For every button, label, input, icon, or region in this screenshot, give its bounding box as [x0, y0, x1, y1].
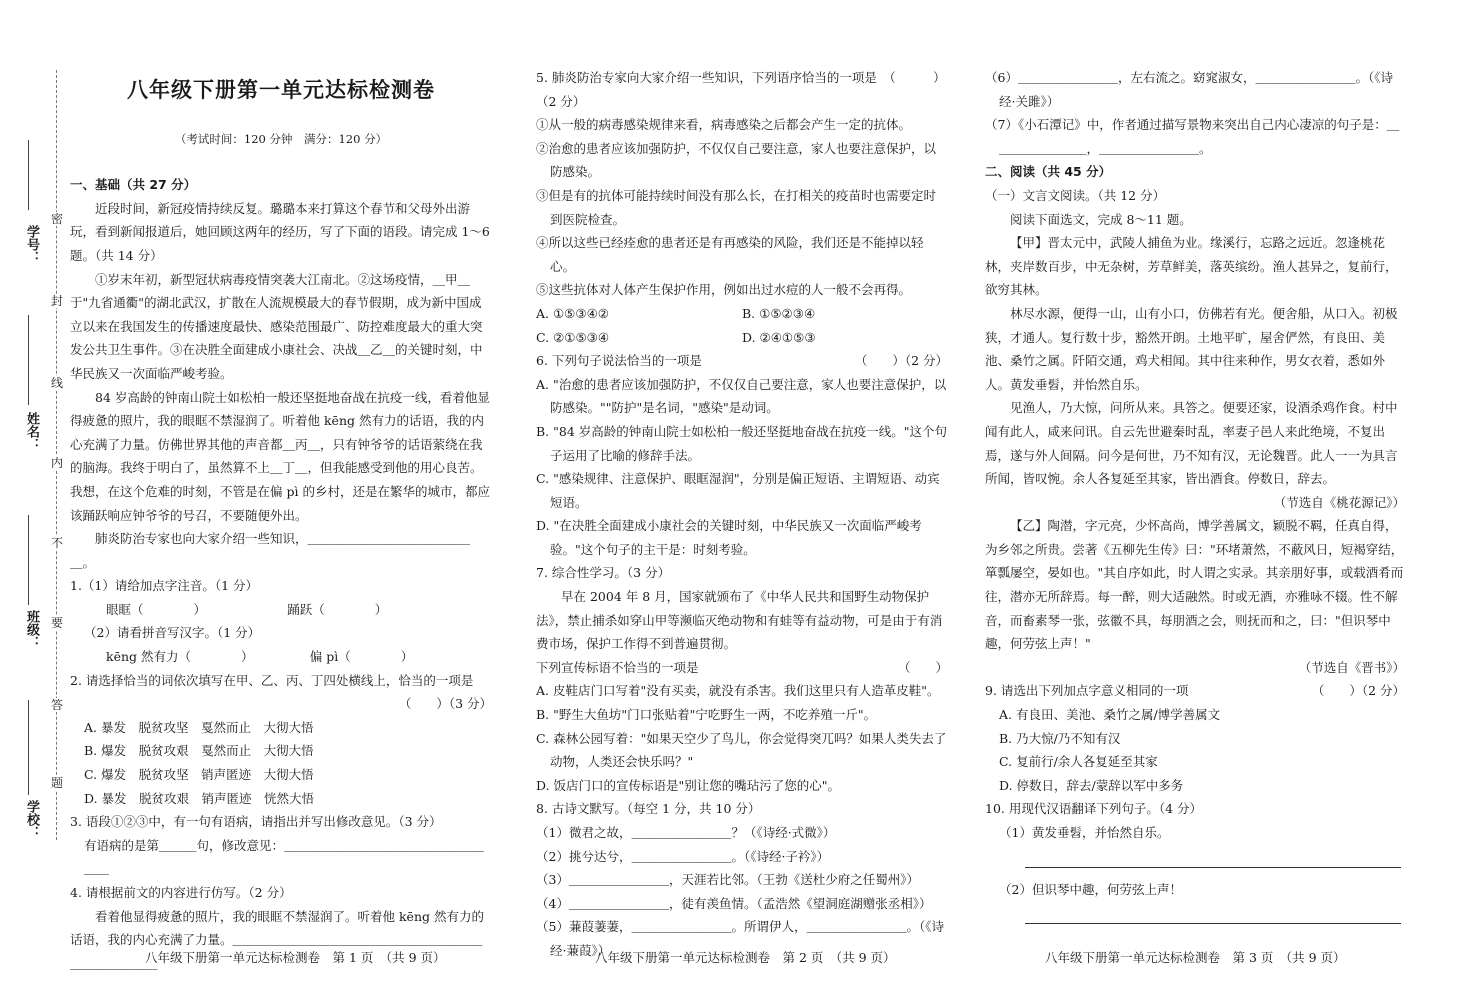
option[interactable]: D. "在决胜全面建成小康社会的关键时刻，中华民族又一次面临严峻考验。"这个句子的主干是：时刻考验。 [536, 518, 922, 557]
question-6 [536, 349, 948, 373]
question-6-text: 6. 下列句子说法恰当的一项是 [536, 353, 702, 369]
name-field[interactable] [28, 315, 29, 405]
option[interactable]: A. 皮鞋店门口写着"没有买卖，就没有杀害。我们这里只有人造革皮鞋"。 [536, 683, 940, 699]
seal-char: 封 [50, 294, 63, 308]
question-7-passage: 早在 2004 年 8 月，国家就颁布了《中华人民共和国野生动物保护法》，禁止捕杀如穿山甲等濒临灭绝动物和有蛙等有益动物，可是由于有消费市场，保护工作得不到普遍贯彻。 [536, 589, 943, 652]
option[interactable]: C. ②①⑤③④ [536, 329, 610, 345]
option[interactable]: B. ①⑤②③④ [742, 305, 816, 321]
option[interactable]: C. 复前行/余人各复延至其家 [999, 754, 1158, 770]
answer-line[interactable] [1025, 901, 1401, 924]
seal-line [56, 70, 57, 840]
option[interactable]: D. 暴发 脱贫攻艰 销声匿迹 恍然大悟 [84, 790, 315, 806]
question-2: 2. 请选择恰当的词依次填写在甲、乙、丙、丁四处横线上，恰当的一项是 [70, 672, 474, 688]
question-4: 4. 请根据前文的内容进行仿写。（2 分） [70, 885, 292, 900]
option[interactable]: D. 饭店门口的宣传标语是"别让您的嘴玷污了您的心"。 [536, 777, 841, 793]
list-item: ③但是有的抗体可能持续时间没有那么长，在打相关的疫苗时也需要定时到医院检查。 [536, 187, 937, 227]
option[interactable]: D. 停数日，辞去/蒙辞以军中多务 [999, 777, 1184, 793]
option[interactable]: A. 暴发 脱贫攻坚 戛然而止 大彻大悟 [84, 719, 314, 735]
source-note: （节选自《晋书》） [1298, 659, 1405, 675]
question-1-answers[interactable]: 眼眶（ ） 踊跃（ ） [106, 601, 388, 617]
binding-margin [0, 0, 70, 999]
list-item: ⑤这些抗体对人体产生保护作用，例如出过水痘的人一般不会再得。 [536, 282, 912, 298]
poem-blank[interactable]: （1）微君之故，＿＿＿＿＿＿＿＿？（《诗经·式微》） [536, 825, 836, 840]
page-3-column [985, 66, 1405, 934]
question-7: 7. 综合性学习。（3 分） [536, 565, 671, 581]
question-7-prompt [536, 656, 948, 680]
option[interactable]: D. ②④①⑤③ [742, 329, 816, 345]
seal-char: 线 [50, 376, 63, 390]
section-heading: 一、基础（共 27 分） [70, 177, 197, 193]
option[interactable]: B. "84 岁高龄的钟南山院士如松柏一般还坚挺地奋战在抗疫一线。"这个句子运用了比喻的修辞手法。 [536, 423, 948, 463]
seal-char: 要 [50, 616, 63, 630]
option[interactable]: A. 有良田、美池、桑竹之属/博学善属文 [999, 707, 1221, 723]
list-item: ①从一般的病毒感染规律来看，病毒感染之后都会产生一定的抗体。 [536, 117, 912, 133]
page-2-column [536, 66, 948, 963]
question-7-score: （ ） [897, 659, 948, 675]
question-8: 8. 古诗文默写。（每空 1 分，共 10 分） [536, 801, 761, 817]
question-10-part-2: （2）但识琴中趣，何劳弦上声！ [999, 881, 1182, 897]
seal-char: 内 [50, 456, 63, 470]
option[interactable]: B. "野生大鱼坊"门口张贴着"宁吃野生一两，不吃养殖一斤"。 [536, 707, 877, 723]
passage-paragraph: 肺炎防治专家也向大家介绍一些知识，＿＿＿＿＿＿＿＿＿＿＿＿＿＿。 [70, 531, 471, 570]
student-id-field[interactable] [28, 140, 29, 210]
passage-paragraph: ①岁末年初，新型冠状病毒疫情突袭大江南北。②这场疫情，＿甲＿于"九省通衢"的湖北武汉，扩散在人流规模最大的春节假期，成为新中国成立以来在我国发生的传播速度最快、感染范围最广、防控难度最大的重大突发公共卫生事件。③在决胜全面建成小康社会、决战＿乙＿的关键时刻，中华民族又一次面临严峻考验。 [70, 271, 483, 381]
name-label: 姓名： [24, 412, 39, 451]
exam-subtitle: （考试时间：120 分钟 满分：120 分） [174, 131, 388, 146]
subsection-heading: （一）文言文阅读。（共 12 分） [985, 187, 1166, 203]
page-1-column [70, 60, 492, 975]
question-1-part-2-answers[interactable]: kēng 然有力（ ） 偏 pì（ ） [106, 649, 414, 665]
seal-char: 答 [50, 698, 63, 712]
passage-paragraph: 84 岁高龄的钟南山院士如松柏一般还坚挺地奋战在抗疫一线，看着他显得疲惫的照片，我的眼眶不禁湿润了。听着他 kēng 然有力的话语，我的内心充满了力量。仿佛世界其他的声音都＿丙＿，只有钟爷爷的话语萦绕在我的脑海。我终于明白了，虽然算不上＿丁＿，但我能感受到他的用心良苦。我想，在这个危难的时刻，不管是在偏 pì 的乡村，还是在繁华的城市，都应该踊跃响应钟爷爷的号召，不要随便外出。 [70, 389, 490, 523]
option[interactable]: C. "感染规律、注意保护、眼眶湿润"，分别是偏正短语、主谓短语、动宾短语。 [536, 471, 940, 510]
option[interactable]: C. 森林公园写着："如果天空少了鸟儿，你会觉得突兀吗？如果人类失去了动物，人类还会快乐吗？" [536, 730, 947, 770]
question-9-text: 9. 请选出下列加点字意义相同的一项 [985, 683, 1189, 699]
question-2-score: （ ）（3 分） [398, 696, 492, 712]
question-3-answer[interactable]: 有语病的是第＿＿＿句，修改意见：＿＿＿＿＿＿＿＿＿＿＿＿＿＿＿＿＿＿ [84, 837, 485, 877]
classical-passage: 林尽水源，便得一山，山有小口，仿佛若有光。便舍船，从口入。初极狭，才通人。复行数十步，豁然开朗。土地平旷，屋舍俨然，有良田、美池、桑竹之属。阡陌交通，鸡犬相闻。其中往来种作，男女衣着，悉如外人。黄发垂髫，并怡然自乐。 [985, 305, 1398, 392]
list-item: ②治愈的患者应该加强防护，不仅仅自己要注意，家人也要注意保护，以防感染。 [536, 140, 937, 180]
classical-passage: 【乙】陶潜，字元亮，少怀高尚，博学善属文，颖脱不羁，任真自得，为乡邻之所贵。尝著《五柳先生传》曰："环堵萧然，不蔽风日，短褐穿结，箪瓢屡空，晏如也。"其自序如此，时人谓之实录。其亲朋好事，或载酒肴而往，潜亦无所辞焉。每一醉，则大适融然。时或无酒，亦雅咏不辍。性不解音，而畜素琴一张，弦徽不具，每朋酒之会，则抚而和之，曰："但识琴中趣，何劳弦上声！" [985, 518, 1404, 652]
poem-blank[interactable]: （4）＿＿＿＿＿＿＿＿，徒有羡鱼情。（孟浩然《望洞庭湖赠张丞相》） [536, 895, 932, 911]
classical-passage: 【甲】晋太元中，武陵人捕鱼为业。缘溪行，忘路之远近。忽逢桃花林，夹岸数百步，中无杂树，芳草鲜美，落英缤纷。渔人甚异之，复前行，欲穷其林。 [985, 235, 1398, 298]
option[interactable]: B. 乃大惊/乃不知有汉 [999, 730, 1121, 746]
question-3: 3. 语段①②③中，有一句有语病，请指出并写出修改意见。（3 分） [70, 814, 442, 830]
classical-passage: 见渔人，乃大惊，问所从来。具答之。便要还家，设酒杀鸡作食。村中闻有此人，咸来问讯。自云先世避秦时乱，率妻子邑人来此绝境，不复出焉，遂与外人间隔。问今是何世，乃不知有汉，无论魏晋。此人一一为具言所闻，皆叹惋。余人各复延至其家，皆出酒食。停数日，辞去。 [985, 400, 1398, 487]
page-footer: 八年级下册第一单元达标检测卷 第 2 页 （共 9 页） [595, 950, 896, 965]
question-5: 5. 肺炎防治专家向大家介绍一些知识，下列语序恰当的一项是 （ ）（2 分） [536, 70, 946, 109]
question-7-text: 下列宣传标语不恰当的一项是 [536, 659, 699, 675]
poem-blank[interactable]: （7）《小石潭记》中，作者通过描写景物来突出自己内心凄凉的句子是：＿＿＿＿＿＿＿＿，＿＿＿＿＿＿＿＿。 [985, 117, 1400, 156]
question-10: 10. 用现代汉语翻译下列句子。（4 分） [985, 801, 1203, 817]
option[interactable]: B. 爆发 脱贫攻艰 戛然而止 大彻大悟 [84, 743, 314, 759]
school-field[interactable] [28, 700, 29, 795]
poem-blank[interactable]: （5）蒹葭萋萋，＿＿＿＿＿＿＿＿。所谓伊人，＿＿＿＿＿＿＿＿。（《诗经·蒹葭》） [536, 919, 944, 958]
answer-line[interactable] [1025, 845, 1401, 868]
list-item: ④所以这些已经痊愈的患者还是有再感染的风险，我们还是不能掉以轻心。 [536, 235, 924, 274]
option[interactable]: A. "治愈的患者应该加强防护，不仅仅自己要注意，家人也要注意保护，以防感染。""防护"是名词，"感染"是动词。 [536, 376, 947, 416]
section-heading: 二、阅读（共 45 分） [985, 164, 1112, 180]
school-label: 学校： [24, 800, 39, 839]
exam-title: 八年级下册第一单元达标检测卷 [127, 77, 435, 102]
question-9-score: （ ）（2 分） [1311, 683, 1405, 699]
poem-blank[interactable]: （3）＿＿＿＿＿＿＿＿，天涯若比邻。（王勃《送杜少府之任蜀州》） [536, 872, 919, 888]
question-5-options [536, 302, 948, 349]
intro-paragraph: 近段时间，新冠疫情持续反复。璐璐本来打算这个春节和父母外出游玩，看到新闻报道后，她回顾这两年的经历，写了下面的语段。请完成 1～6 题。（共 14 分） [70, 200, 490, 263]
seal-char: 题 [50, 776, 63, 790]
question-1: 1.（1）请给加点字注音。（1 分） [70, 578, 259, 594]
question-4-prompt[interactable]: 看着他显得疲惫的照片，我的眼眶不禁湿润了。听着他 kēng 然有力的话语，我的内心充满了力量。＿＿＿＿＿＿＿＿＿＿＿＿＿＿＿＿＿＿＿＿＿＿＿＿＿＿＿ [70, 908, 484, 971]
student-id-label: 学号： [24, 225, 39, 264]
question-1-part-2: （2）请看拼音写汉字。（1 分） [84, 625, 261, 641]
reading-intro: 阅读下面选文，完成 8～11 题。 [1010, 211, 1192, 227]
seal-char: 不 [50, 536, 63, 550]
page-footer: 八年级下册第一单元达标检测卷 第 1 页 （共 9 页） [145, 950, 446, 965]
question-9 [985, 679, 1405, 703]
option[interactable]: C. 爆发 脱贫攻坚 销声匿迹 大彻大悟 [84, 767, 314, 783]
page-footer: 八年级下册第一单元达标检测卷 第 3 页 （共 9 页） [1045, 950, 1346, 965]
class-field[interactable] [28, 515, 29, 605]
question-10-part-1: （1）黄发垂髫，并怡然自乐。 [999, 825, 1170, 840]
class-label: 班级： [24, 610, 39, 649]
question-6-score: （ ）（2 分） [854, 353, 948, 369]
poem-blank[interactable]: （6）＿＿＿＿＿＿＿＿，左右流之。窈窕淑女，＿＿＿＿＿＿＿＿。（《诗经·关雎》） [985, 70, 1393, 109]
poem-blank[interactable]: （2）挑兮达兮，＿＿＿＿＿＿＿＿。（《诗经·子衿》） [536, 848, 830, 864]
option[interactable]: A. ①⑤③④② [536, 305, 610, 321]
source-note: （节选自《桃花源记》） [1273, 494, 1405, 510]
seal-char: 密 [50, 212, 63, 226]
